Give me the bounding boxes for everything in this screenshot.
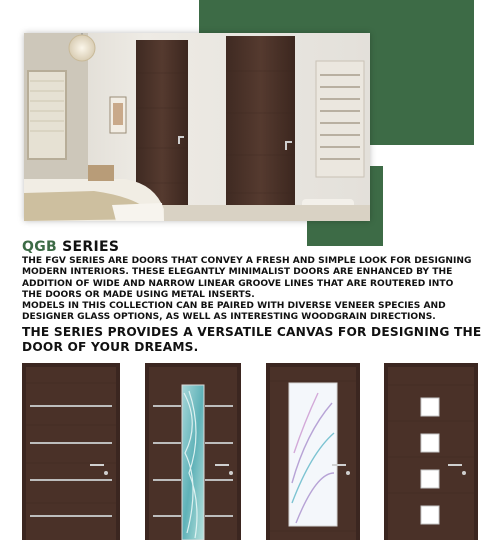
door-thumbnail-wide-glass bbox=[266, 363, 360, 540]
door-thumbnail-narrow-glass bbox=[145, 363, 241, 540]
hero-room-photo bbox=[24, 33, 370, 221]
description-paragraph-2: MODELS IN THIS COLLECTION CAN BE PAIRED WITH DIVERSE VENEER SPECIES AND DESIGNER GLASS OPTIONS, AS WELL AS INTERESTING WOODGRAIN DIRECTIONS. bbox=[22, 301, 446, 323]
door-thumbnail-metal-inserts bbox=[22, 363, 120, 540]
section-heading bbox=[22, 239, 119, 255]
description-paragraph-1: THE FGV SERIES ARE DOORS THAT CONVEY A FRESH AND SIMPLE LOOK FOR DESIGNING MODERN INTERIORS. THESE ELEGANTLY MINIMALIST DOORS ARE ENHANCED BY THE ADDITION OF WIDE AND NARROW LINEAR GROOVE LINES THAT ARE ROUTERED INTO THE DOORS OR MADE USING METAL INSERTS. bbox=[22, 256, 472, 300]
series-code: QGB bbox=[22, 239, 57, 255]
series-tagline: THE SERIES PROVIDES A VERSATILE CANVAS FOR DESIGNING THE DOOR OF YOUR DREAMS. bbox=[22, 325, 482, 354]
door-thumbnail-square-lites bbox=[384, 363, 478, 540]
series-word: SERIES bbox=[62, 239, 120, 255]
